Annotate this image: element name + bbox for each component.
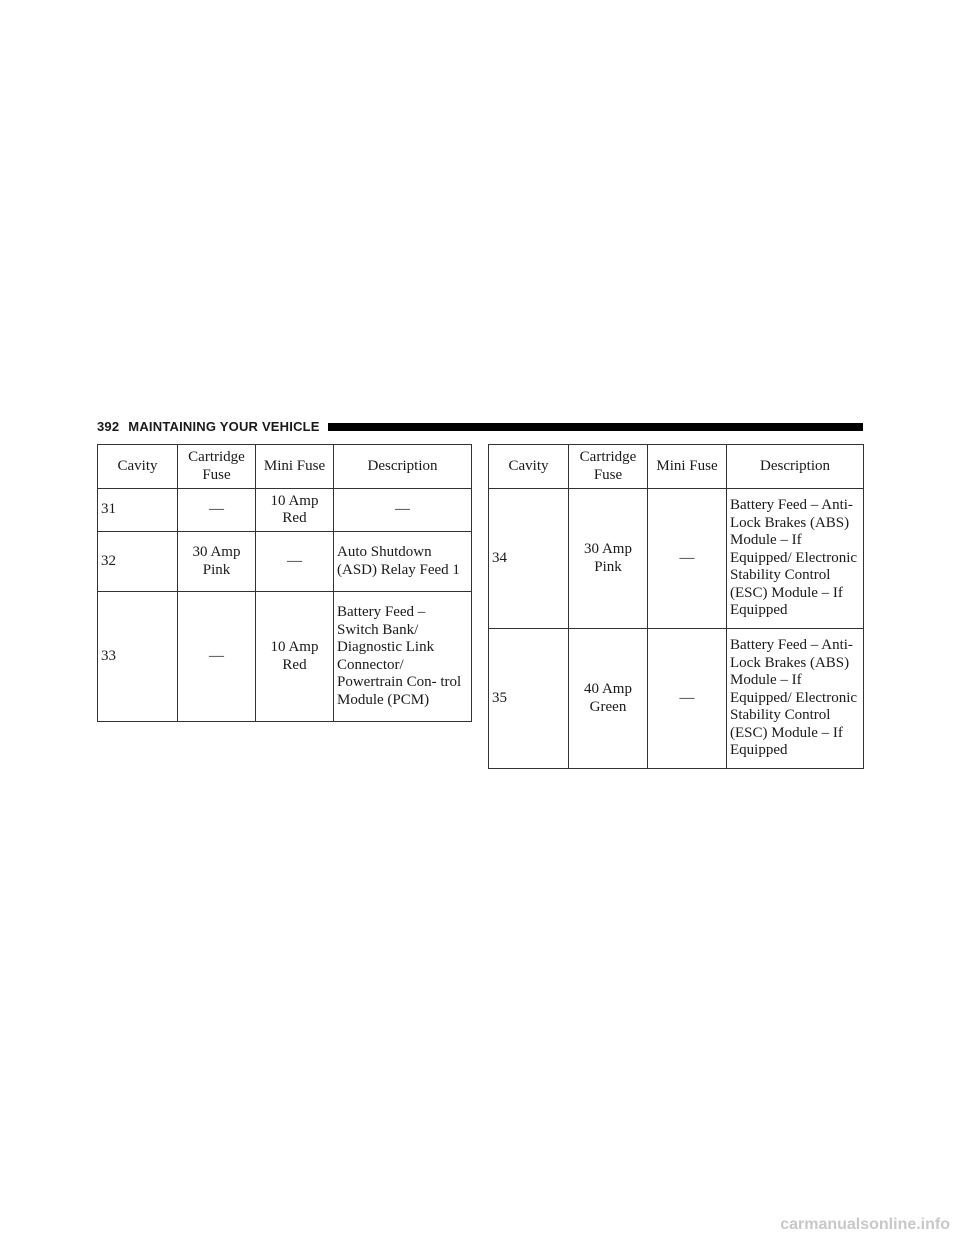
description-cell: Battery Feed – Anti-Lock Brakes (ABS) Module – If Equipped/ Electronic Stability Control (ESC) Module – If Equipped <box>727 629 864 769</box>
description-cell: Battery Feed – Anti-Lock Brakes (ABS) Module – If Equipped/ Electronic Stability Control (ESC) Module – If Equipped <box>727 489 864 629</box>
table-header-row <box>489 445 864 489</box>
col-header-cartridge-fuse: Cartridge Fuse <box>178 445 256 489</box>
mini-fuse-cell: — <box>256 532 334 592</box>
cartridge-fuse-cell: 40 Amp Green <box>569 629 648 769</box>
table-row <box>98 592 472 722</box>
col-header-description: Description <box>334 445 472 489</box>
cartridge-fuse-cell: — <box>178 592 256 722</box>
col-header-mini-fuse: Mini Fuse <box>648 445 727 489</box>
section-title: MAINTAINING YOUR VEHICLE <box>128 418 320 434</box>
table-row <box>489 489 864 629</box>
table-row <box>98 532 472 592</box>
mini-fuse-cell: 10 Amp Red <box>256 592 334 722</box>
fuse-table-right <box>488 444 864 769</box>
table-header-row <box>98 445 472 489</box>
cavity-cell: 34 <box>489 489 569 629</box>
cartridge-fuse-cell: 30 Amp Pink <box>569 489 648 629</box>
mini-fuse-cell: 10 Amp Red <box>256 489 334 532</box>
cavity-cell: 31 <box>98 489 178 532</box>
col-header-description: Description <box>727 445 864 489</box>
col-header-cavity: Cavity <box>98 445 178 489</box>
cavity-cell: 32 <box>98 532 178 592</box>
cartridge-fuse-cell: — <box>178 489 256 532</box>
table-row <box>98 489 472 532</box>
cavity-cell: 35 <box>489 629 569 769</box>
cartridge-fuse-cell: 30 Amp Pink <box>178 532 256 592</box>
table-row <box>489 629 864 769</box>
page-number: 392 <box>97 418 120 434</box>
fuse-table-left <box>97 444 472 722</box>
description-cell: Auto Shutdown (ASD) Relay Feed 1 <box>334 532 472 592</box>
col-header-cavity: Cavity <box>489 445 569 489</box>
cavity-cell: 33 <box>98 592 178 722</box>
mini-fuse-cell: — <box>648 629 727 769</box>
mini-fuse-cell: — <box>648 489 727 629</box>
watermark: carmanualsonline.info <box>780 1216 950 1233</box>
header-rule <box>328 423 863 431</box>
col-header-mini-fuse: Mini Fuse <box>256 445 334 489</box>
description-cell: — <box>334 489 472 532</box>
page-header <box>97 417 863 435</box>
description-cell: Battery Feed – Switch Bank/ Diagnostic Link Connector/ Powertrain Con- trol Module (PCM) <box>334 592 472 722</box>
col-header-cartridge-fuse: Cartridge Fuse <box>569 445 648 489</box>
